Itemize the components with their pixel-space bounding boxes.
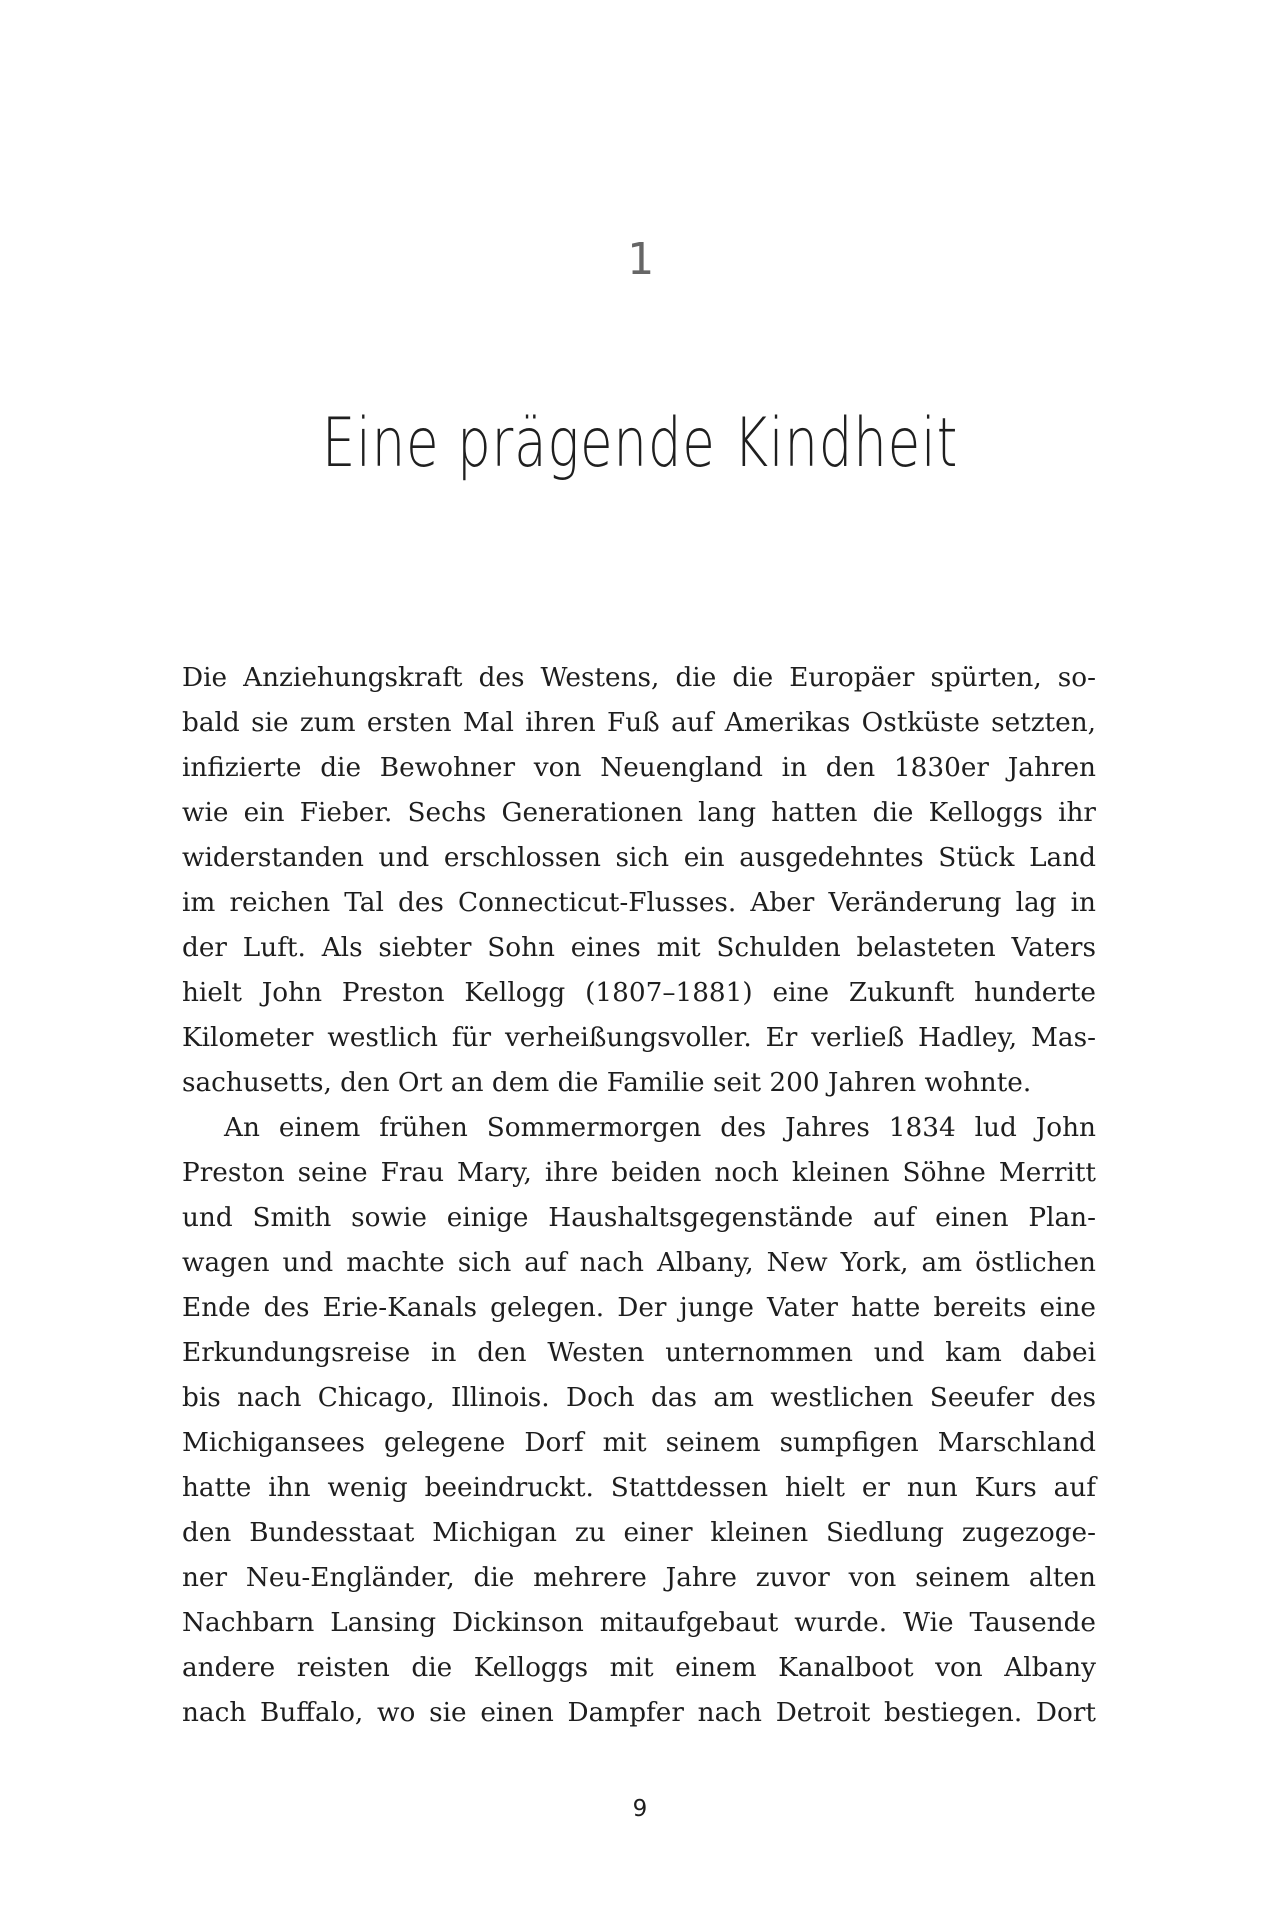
text-line: wagen und machte sich auf nach Albany, New York, am östlichen xyxy=(182,1248,1096,1278)
text-line: ner Neu-Engländer, die mehrere Jahre zuvor von seinem alten xyxy=(182,1563,1096,1593)
text-line: Ende des Erie-Kanals gelegen. Der junge Vater hatte bereits eine xyxy=(182,1293,1096,1323)
text-line: den Bundesstaat Michigan zu einer kleinen Siedlung zugezoge- xyxy=(182,1518,1096,1548)
text-line: wie ein Fieber. Sechs Generationen lang hatten die Kelloggs ihr xyxy=(182,798,1096,828)
text-line: sachusetts, den Ort an dem die Familie seit 200 Jahren wohnte. xyxy=(182,1068,1032,1098)
text-line: bald sie zum ersten Mal ihren Fuß auf Amerikas Ostküste setzten, xyxy=(182,708,1096,738)
text-line: der Luft. Als siebter Sohn eines mit Schulden belasteten Vaters xyxy=(182,933,1096,963)
text-line: Erkundungsreise in den Westen unternommen und kam dabei xyxy=(182,1338,1096,1368)
text-line: und Smith sowie einige Haushaltsgegenstände auf einen Plan- xyxy=(182,1203,1096,1233)
text-line: nach Buffalo, wo sie einen Dampfer nach Detroit bestiegen. Dort xyxy=(182,1698,1096,1728)
text-line: Preston seine Frau Mary, ihre beiden noch kleinen Söhne Merritt xyxy=(182,1158,1096,1188)
text-line: Nachbarn Lansing Dickinson mitaufgebaut wurde. Wie Tausende xyxy=(182,1608,1096,1638)
text-line: Kilometer westlich für verheißungsvoller. Er verließ Hadley, Mas- xyxy=(182,1023,1096,1053)
chapter-number: 1 xyxy=(626,234,654,285)
text-line: Michigansees gelegene Dorf mit seinem sumpfigen Marschland xyxy=(182,1428,1096,1458)
text-line: hatte ihn wenig beeindruckt. Stattdessen hielt er nun Kurs auf xyxy=(182,1473,1096,1503)
text-line: hielt John Preston Kellogg (1807–1881) eine Zukunft hunderte xyxy=(182,978,1096,1008)
paragraph xyxy=(182,656,1096,1106)
text-line: infizierte die Bewohner von Neuengland in den 1830er Jahren xyxy=(182,753,1096,783)
paragraph xyxy=(182,1106,1096,1736)
text-line: andere reisten die Kelloggs mit einem Kanalboot von Albany xyxy=(182,1653,1096,1683)
text-line: An einem frühen Sommermorgen des Jahres 1834 lud John xyxy=(224,1113,1096,1143)
body-text xyxy=(182,656,1096,1736)
chapter-title: Eine prägende Kindheit xyxy=(321,404,959,483)
text-line: im reichen Tal des Connecticut-Flusses. Aber Veränderung lag in xyxy=(182,888,1096,918)
page-number: 9 xyxy=(632,1796,648,1822)
text-line: bis nach Chicago, Illinois. Doch das am westlichen Seeufer des xyxy=(182,1383,1096,1413)
text-line: Die Anziehungskraft des Westens, die die Europäer spürten, so- xyxy=(182,663,1096,693)
text-line: widerstanden und erschlossen sich ein ausgedehntes Stück Land xyxy=(182,843,1096,873)
